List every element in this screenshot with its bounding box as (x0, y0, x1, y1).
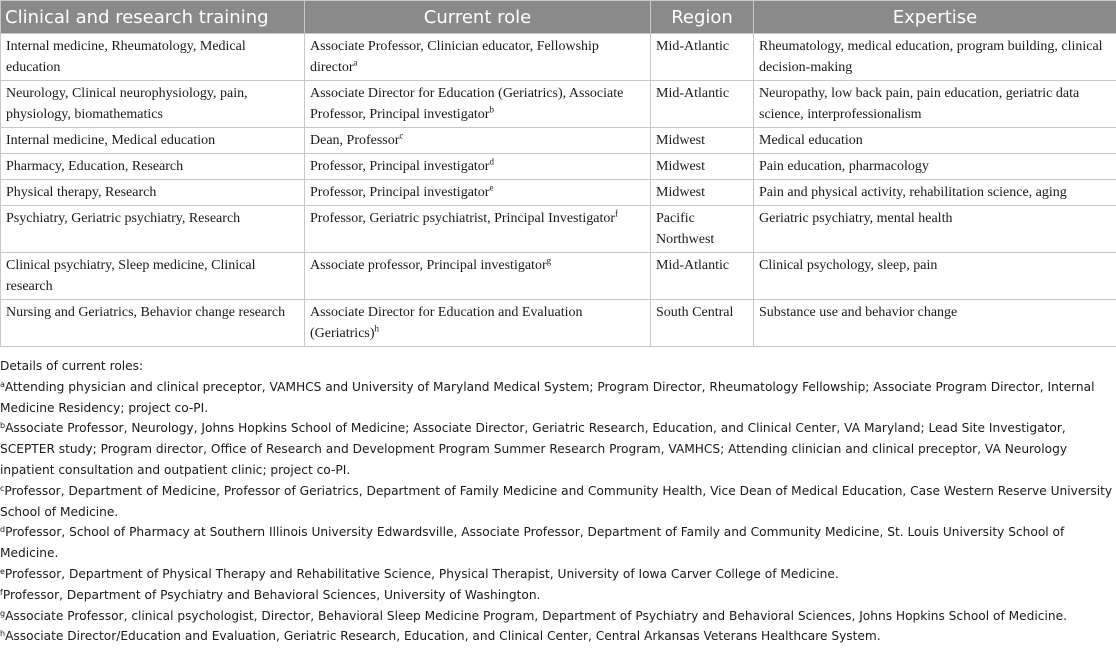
table-row (1, 206, 1116, 253)
cell-region: Midwest (651, 154, 754, 180)
footnote-item (0, 481, 1116, 523)
cell-training: Physical therapy, Research (1, 180, 305, 206)
header-training: Clinical and research training (1, 1, 305, 34)
footnote-marker: g (546, 255, 552, 266)
role-text: Associate Director for Education and Evaluation (Geriatrics) (310, 305, 583, 341)
footnote-marker: f (615, 208, 619, 219)
cell-expertise: Neuropathy, low back pain, pain education, geriatric data science, interprofessionalism (754, 81, 1116, 128)
cell-role (305, 180, 651, 206)
footnote-text: Professor, Department of Physical Therapy and Rehabilitative Science, Physical Therapist, University of Iowa Carver College of Medicine. (4, 566, 839, 581)
footnote-item (0, 418, 1116, 480)
role-text: Dean, Professor (310, 133, 400, 148)
footnote-label: a (0, 379, 5, 389)
table-body (1, 34, 1116, 347)
cell-expertise: Pain and physical activity, rehabilitation science, aging (754, 180, 1116, 206)
footnote-label: d (0, 525, 6, 535)
footnote-item (0, 626, 1116, 647)
cell-region: Midwest (651, 180, 754, 206)
table-row (1, 300, 1116, 347)
role-text: Professor, Principal investigator (310, 159, 490, 174)
cell-expertise: Pain education, pharmacology (754, 154, 1116, 180)
table-row (1, 128, 1116, 154)
footnote-text: Attending physician and clinical preceptor, VAMHCS and University of Maryland Medical System; Program Director, Rheumatology Fellowship; Associate Program Director, Internal Medicine Residency; project co-PI. (0, 379, 1095, 415)
role-text: Associate Professor, Clinician educator, Fellowship director (310, 39, 599, 75)
cell-role (305, 206, 651, 253)
cell-role (305, 128, 651, 154)
cell-expertise: Substance use and behavior change (754, 300, 1116, 347)
footnote-marker: e (489, 182, 494, 193)
cell-role (305, 253, 651, 300)
footnotes-heading: Details of current roles: (0, 359, 144, 373)
footnote-label: b (0, 421, 6, 431)
cell-expertise: Clinical psychology, sleep, pain (754, 253, 1116, 300)
footnotes (0, 356, 1116, 647)
footnote-text: Associate Professor, Neurology, Johns Hopkins School of Medicine; Associate Director, Geriatric Research, Education, and Clinical Center, VA Maryland; Lead Site Investigator, SCEPTER study; Program director, Office of Research and Development Program Summer Research Program, VAMHCS; Attending clinician and clinical preceptor, VA Neurology inpatient consultation and outpatient clinic; project co-PI. (0, 421, 1068, 477)
footnote-label: c (0, 483, 5, 493)
cell-expertise: Rheumatology, medical education, program building, clinical decision-making (754, 34, 1116, 81)
cell-expertise: Medical education (754, 128, 1116, 154)
cell-region: Pacific Northwest (651, 206, 754, 253)
table-row (1, 154, 1116, 180)
footnote-label: e (0, 566, 5, 576)
footnote-marker: c (399, 130, 404, 141)
footnote-text: Professor, School of Pharmacy at Southern Illinois University Edwardsville, Associate Professor, Department of Family and Community Medicine, St. Louis University School of Medicine. (0, 525, 1065, 561)
table-row (1, 81, 1116, 128)
cell-training: Neurology, Clinical neurophysiology, pain, physiology, biomathematics (1, 81, 305, 128)
footnote-label: g (0, 608, 6, 618)
table-header-row (1, 1, 1116, 34)
footnote-marker: h (374, 323, 380, 334)
cell-training: Nursing and Geriatrics, Behavior change research (1, 300, 305, 347)
cell-training: Psychiatry, Geriatric psychiatry, Research (1, 206, 305, 253)
footnote-label: f (0, 587, 3, 597)
table-row (1, 34, 1116, 81)
cell-region: South Central (651, 300, 754, 347)
footnote-label: h (0, 629, 6, 639)
cell-training: Internal medicine, Medical education (1, 128, 305, 154)
cell-role (305, 300, 651, 347)
cell-region: Mid-Atlantic (651, 81, 754, 128)
footnote-marker: d (489, 156, 494, 167)
cell-region: Mid-Atlantic (651, 34, 754, 81)
role-text: Associate Director for Education (Geriatrics), Associate Professor, Principal investigator (310, 86, 624, 122)
role-text: Professor, Principal investigator (310, 185, 490, 200)
role-text: Professor, Geriatric psychiatrist, Principal Investigator (310, 211, 616, 226)
cell-role (305, 34, 651, 81)
footnote-item (0, 564, 1116, 585)
footnote-text: Associate Director/Education and Evaluation, Geriatric Research, Education, and Clinical Center, Central Arkansas Veterans Healthcare System. (5, 629, 881, 644)
role-text: Associate professor, Principal investigator (310, 258, 547, 273)
cell-training: Clinical psychiatry, Sleep medicine, Clinical research (1, 253, 305, 300)
cell-training: Internal medicine, Rheumatology, Medical education (1, 34, 305, 81)
cell-region: Mid-Atlantic (651, 253, 754, 300)
cell-role (305, 154, 651, 180)
table-row (1, 180, 1116, 206)
footnote-item (0, 585, 1116, 606)
header-role: Current role (305, 1, 651, 34)
footnote-item (0, 377, 1116, 419)
cell-role (305, 81, 651, 128)
cell-expertise: Geriatric psychiatry, mental health (754, 206, 1116, 253)
table-row (1, 253, 1116, 300)
footnote-text: Associate Professor, clinical psychologist, Director, Behavioral Sleep Medicine Program, Department of Psychiatry and Behavioral Sciences, Johns Hopkins School of Medicine. (5, 608, 1067, 623)
header-expertise: Expertise (754, 1, 1116, 34)
footnote-text: Professor, Department of Psychiatry and Behavioral Sciences, University of Washington. (2, 587, 541, 602)
footnote-item (0, 522, 1116, 564)
footnote-marker: a (353, 57, 358, 68)
footnote-item (0, 606, 1116, 627)
footnote-text: Professor, Department of Medicine, Professor of Geriatrics, Department of Family Medicine and Community Health, Vice Dean of Medical Education, Case Western Reserve University School of Medicine. (0, 483, 1113, 519)
cell-region: Midwest (651, 128, 754, 154)
cell-training: Pharmacy, Education, Research (1, 154, 305, 180)
header-region: Region (651, 1, 754, 34)
footnote-marker: b (489, 104, 494, 115)
